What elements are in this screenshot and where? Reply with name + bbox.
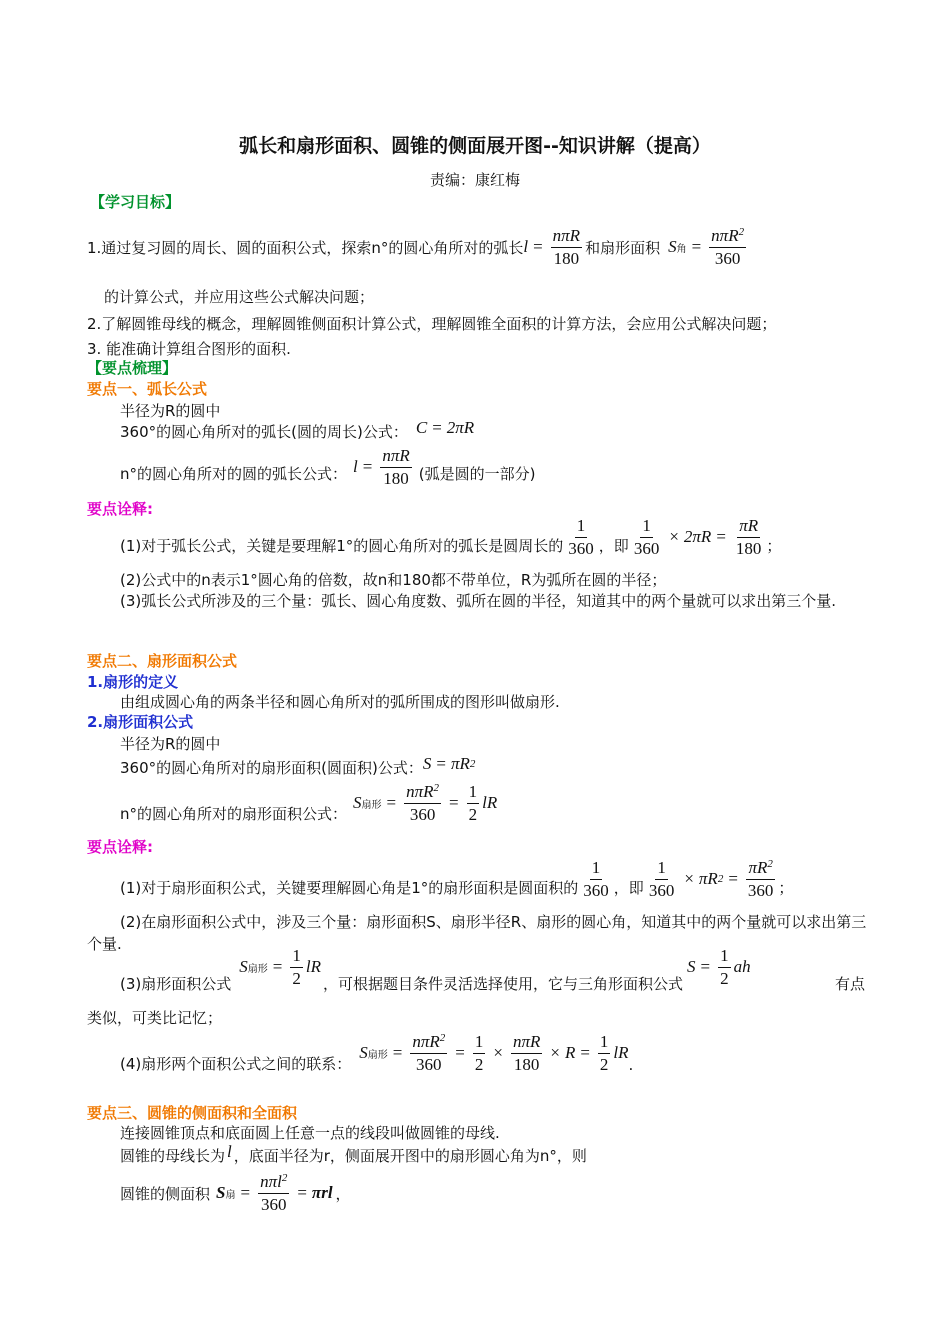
sector-area-relation: S 扇形 = $\frac{n\pi R^2}{360}$ = $\frac{1}{2}$ × $\frac{\text{nπR}}{180}$ × R = $\frac{1}{2}$ lR [359, 1032, 629, 1074]
point2-explain-heading: 要点诠释: [87, 838, 153, 856]
point2-line2: 360°的圆心角所对的扇形面积(圆面积)公式： S = πR 2 [120, 753, 476, 777]
point2-heading: 要点二、扇形面积公式 [87, 652, 238, 670]
goal-item-2: 2.了解圆锥母线的概念，理解圆锥侧面积计算公式，理解圆锥全面积的计算方法，会应用公式解决问题； [87, 315, 777, 333]
circle-area-formula: S = πR 2 [422, 753, 476, 773]
point1-line3: n°的圆心角所对的圆的弧长公式： l = $\frac{\text{nπR}}{180}$ (弧是圆的一部分) [120, 446, 536, 488]
fraction-1-360-b: $\frac{1}{360}$ [583, 858, 609, 900]
area-ratio-formula: $\frac{1}{360}$ × πR 2 = $\frac{\pi R^2}{360}$ [648, 858, 774, 900]
point1-line2: 360°的圆心角所对的弧长(圆的周长)公式： C = 2πR [120, 417, 475, 441]
point1-e3: (3)弧长公式所涉及的三个量：弧长、圆心角度数、弧所在圆的半径，知道其中的两个量就可以求出第三个量. [120, 592, 837, 610]
triangle-area-formula: S = $\frac{1}{2}$ ah [686, 946, 751, 988]
point2-line1: 半径为R的圆中 [120, 735, 221, 753]
page-title: 弧长和扇形面积、圆锥的侧面展开图--知识讲解（提高） [239, 135, 711, 157]
point2-line3: n°的圆心角所对的扇形面积公式： S 扇形 = $\frac{n\pi R^2}{360}$ = $\frac{1}{2}$ lR [120, 782, 498, 824]
point1-e2: (2)公式中的n表示1°圆心角的倍数，故n和180都不带单位，R为弧所在圆的半径； [120, 571, 667, 589]
point3-line2: 圆锥的母线长为 l ，底面半径为r，侧面展开图中的扇形圆心角为n°，则 [120, 1141, 587, 1165]
point2-e1: (1)对于扇形面积公式，关键要理解圆心角是1°的扇形面积是圆面积的 $\frac{1}{360}$ ，即 $\frac{1}{360}$ × πR 2 = $\frac{\pi R^2}{360}$ ； [120, 858, 794, 900]
slant-height-symbol: l [227, 1141, 232, 1161]
goal-item-1-mid: 和扇形面积 [585, 238, 661, 257]
point3-line3: 圆锥的侧面积 S 扇 = $\frac{n\pi l^2}{360}$ = πrl ， [120, 1172, 351, 1214]
arc-ratio-formula: $\frac{1}{360}$ × 2πR = $\frac{\pi R}{180}$ [633, 516, 762, 558]
point2-sub1-text: 由组成圆心角的两条半径和圆心角所对的弧所围成的图形叫做扇形. [120, 693, 560, 711]
goal-item-1-text: 1.通过复习圆的周长、圆的面积公式，探索n°的圆心角所对的弧长 [87, 238, 524, 257]
author-line: 责编：康红梅 [429, 171, 520, 189]
arc-length-formula: l = $\frac{\text{nπR}}{180}$ [523, 226, 581, 268]
point1-line1: 半径为R的圆中 [120, 402, 221, 420]
cone-lateral-area-formula: S 扇 = $\frac{n\pi l^2}{360}$ = πrl [216, 1172, 333, 1214]
goal-item-1-cont: 的计算公式，并应用这些公式解决问题； [104, 288, 375, 306]
goals-heading: 【学习目标】 [90, 193, 181, 211]
fraction-1-360: $\frac{1}{360}$ [568, 516, 594, 558]
point2-e3-cont: 类似，可类比记忆； [87, 1009, 223, 1027]
point1-e1: (1)对于弧长公式，关键是要理解1°的圆心角所对的弧长是圆周长的 $\frac{1}{360}$ ，即 $\frac{1}{360}$ × 2πR = $\frac{\pi R}{180}$ ； [120, 516, 782, 558]
point2-e4: (4)扇形两个面积公式之间的联系： S 扇形 = $\frac{n\pi R^2}{360}$ = $\frac{1}{2}$ × $\frac{\text{nπR}}{180}$ × R = $\frac{1}{2}$ lR . [120, 1032, 634, 1075]
point2-sub2-heading: 2.扇形面积公式 [87, 713, 194, 731]
arc-length-formula-2: l = $\frac{\text{nπR}}{180}$ [353, 446, 410, 488]
point1-explain-heading: 要点诠释: [87, 500, 153, 518]
goal-item-1 [87, 226, 749, 268]
point1-heading: 要点一、弧长公式 [87, 380, 208, 398]
goal-item-3: 3. 能准确计算组合图形的面积. [87, 340, 291, 358]
sector-area-lR: S 扇形 = $\frac{1}{2}$ lR [239, 946, 321, 988]
summary-heading: 【要点梳理】 [87, 359, 178, 377]
point2-sub1-heading: 1.扇形的定义 [87, 673, 179, 691]
sector-area-formula-2: S 扇形 = $\frac{n\pi R^2}{360}$ = $\frac{1}{2}$ lR [353, 782, 498, 824]
point3-line1: 连接圆锥顶点和底面圆上任意一点的线段叫做圆锥的母线. [120, 1124, 500, 1142]
circumference-formula: C = 2πR [415, 417, 475, 437]
point2-e3: (3)扇形面积公式 S 扇形 = $\frac{1}{2}$ lR ，可根据题目条件灵活选择使用，它与三角形面积公式 S = $\frac{1}{2}$ ah 有点 [120, 946, 865, 994]
sector-area-formula: S 角 = $\frac{n\pi R^2}{360}$ [668, 226, 745, 268]
point2-e2: (2)在扇形面积公式中，涉及三个量：扇形面积S、扇形半径R、扇形的圆心角，知道其中的两个量就可以求出第三个量. [87, 913, 867, 953]
point3-heading: 要点三、圆锥的侧面积和全面积 [87, 1104, 298, 1122]
